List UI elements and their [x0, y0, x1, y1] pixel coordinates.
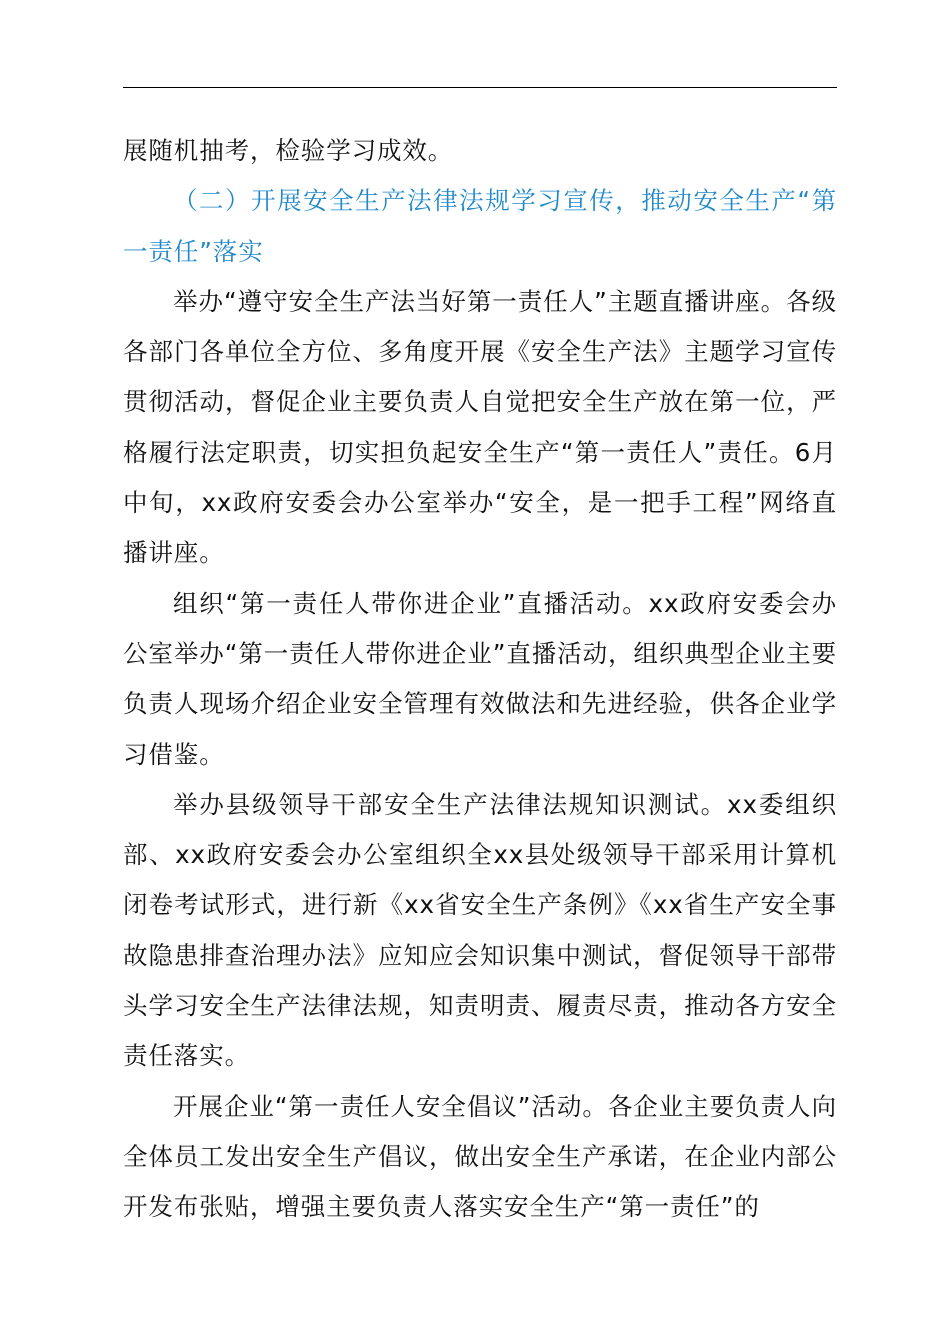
document-body: [123, 126, 837, 1233]
section-heading: （二）开展安全生产法律法规学习宣传，推动安全生产“第一责任”落实: [123, 186, 837, 266]
paragraph-safety-initiative: 开展企业“第一责任人安全倡议”活动。各企业主要负责人向全体员工发出安全生产倡议，做出安全生产承诺，在企业内部公开发布张贴，增强主要负责人落实安全生产“第一责任”的: [123, 1091, 837, 1222]
paragraph-cadre-test: 举办县级领导干部安全生产法律法规知识测试。xx委组织部、xx政府安委会办公室组织全xx县处级领导干部采用计算机闭卷考试形式，进行新《xx省安全生产条例》《xx省生产安全事故隐患排查治理办法》应知应会知识集中测试，督促领导干部带头学习安全生产法律法规，知责明责、履责尽责，推动各方安全责任落实。: [123, 789, 837, 1071]
paragraph-livestream-lecture: 举办“遵守安全生产法当好第一责任人”主题直播讲座。各级各部门各单位全方位、多角度开展《安全生产法》主题学习宣传贯彻活动，督促企业主要负责人自觉把安全生产放在第一位，严格履行法定职责，切实担负起安全生产“第一责任人”责任。6月中旬，xx政府安委会办公室举办“安全，是一把手工程”网络直播讲座。: [123, 286, 837, 568]
header-rule: [123, 87, 837, 88]
continuation-paragraph: 展随机抽考，检验学习成效。: [123, 136, 454, 165]
paragraph-livestream-enterprise: 组织“第一责任人带你进企业”直播活动。xx政府安委会办公室举办“第一责任人带你进企业”直播活动，组织典型企业主要负责人现场介绍企业安全管理有效做法和先进经验，供各企业学习借鉴。: [123, 588, 837, 769]
